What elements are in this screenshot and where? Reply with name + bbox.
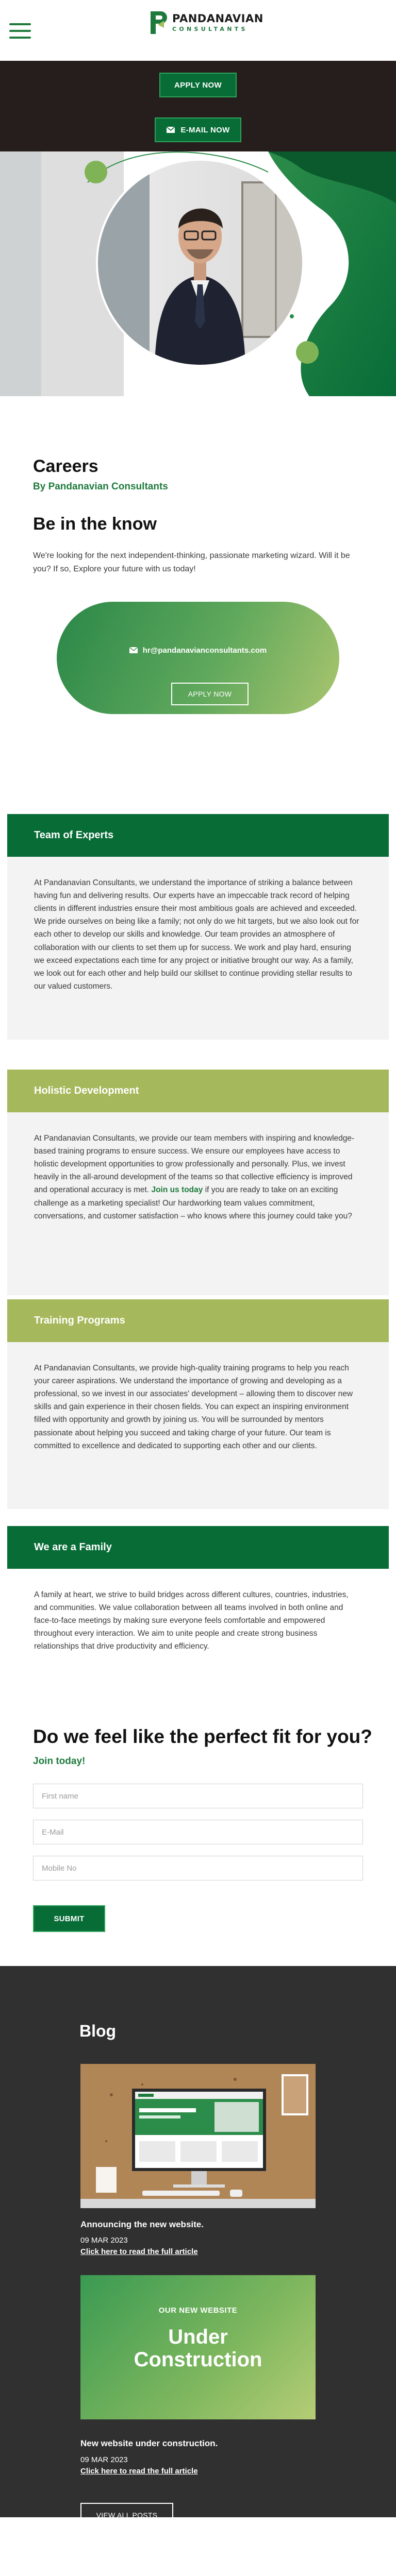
section-body-we-are-a-family [7,1569,389,1688]
banner-big-line-1: Under [168,2326,228,2348]
post-date: 09 MAR 2023 [80,2455,128,2464]
apply-now-button[interactable]: APPLY NOW [159,73,237,97]
post-date: 09 MAR 2023 [80,2236,128,2245]
contact-card [57,602,339,714]
post-image-announcing[interactable] [80,2064,316,2208]
section-paragraph: A family at heart, we strive to build bridges across different cultures, countries, industries, and communities. We value collaboration between all teams involved in both online and face-to-face meetings by making sure everyone feels comfortable and empowered throughout every interaction. We aim to unite people and create strong business relationships that drive productivity and efficiency. [34,1590,349,1651]
logo-subtitle: CONSULTANTS [172,26,248,32]
section-text-after: if you are ready to take on an exciting challenge as a marketing specialist! Our hardworking team values commitment, conversations, and customer satisfaction – who knows where this journey could take you? [34,1185,352,1221]
brand-logo[interactable] [147,9,263,36]
section-header-training-programs: Training Programs [7,1299,389,1342]
perfect-fit-heading: Do we feel like the perfect fit for you? [33,1726,372,1747]
contact-email-text: hr@pandanavianconsultants.com [142,646,267,655]
careers-title: Careers [33,456,98,476]
blog-title: Blog [79,2022,117,2040]
blog-section [0,1966,396,2517]
section-body-holistic-development [7,1112,389,1295]
section-header-holistic-development: Holistic Development [7,1070,389,1112]
section-text: At Pandanavian Consultants, we provide our team members with inspiring and knowledge-based training programs to ensure success. We ensure our employees have access to holistic development opportunities to grow professionally and personally. Plus, we invest heavily in the all-around development of the teams so that collective efficiency is improved and operational accuracy is met. [34,1134,355,1195]
banner-big-text [80,2326,316,2371]
email-input[interactable] [33,1820,363,1844]
email-now-label: E-MAIL NOW [180,125,230,134]
hero-banner [0,151,396,396]
section-body-team-of-experts [7,857,389,1040]
banner-small-text: OUR NEW WEBSITE [158,2306,238,2315]
mobile-input[interactable] [33,1856,363,1880]
hero-illustration [0,151,396,396]
be-in-the-know-heading: Be in the know [33,514,157,534]
first-name-input[interactable] [33,1784,363,1808]
submit-button[interactable]: SUBMIT [33,1905,105,1932]
hamburger-icon[interactable] [9,23,31,39]
section-paragraph [34,1132,362,1223]
contact-email[interactable] [57,646,339,655]
section-header-team-of-experts: Team of Experts [7,814,389,857]
logo-name: PANDANAVIAN [172,12,263,25]
section-paragraph: At Pandanavian Consultants, we provide high-quality training programs to help you reach your career aspirations. We understand the importance of growing and developing as a professional, so we invest in our associates' development – allowing them to discover new skills and gain experience in their chosen fields. You can expect an inspiring environment filled with opportunity and growth by joining us. You will be surrounded by mentors passionate about helping you succeed and taking charge of your future. Our team is committed to excellence and dedicated to supporting each other and our clients. [34,1364,353,1450]
post-image-under-construction[interactable] [80,2275,316,2419]
pill-apply-now-button[interactable]: APPLY NOW [171,683,249,705]
email-now-button[interactable] [155,117,241,142]
site-header [0,0,396,61]
section-header-we-are-a-family: We are a Family [7,1526,389,1569]
post-title[interactable]: New website under construction. [80,2438,218,2448]
cta-bar [0,61,396,151]
logo-mark-icon [147,9,168,36]
envelope-icon [129,647,138,653]
envelope-icon [166,126,175,133]
view-all-posts-button[interactable]: VIEW ALL POSTS [80,2503,173,2528]
read-article-link[interactable]: Click here to read the full article [80,2467,198,2476]
intro-paragraph: We're looking for the next independent-thinking, passionate marketing wizard. Will it be you? If so, Explore your future with us today! [33,551,350,573]
section-body-training-programs [7,1342,389,1509]
read-article-link[interactable]: Click here to read the full article [80,2247,198,2256]
careers-subtitle: By Pandanavian Consultants [33,481,168,492]
join-us-today-link[interactable]: Join us today [151,1185,203,1195]
banner-big-line-2: Construction [134,2348,262,2371]
join-today-subtitle: Join today! [33,1756,86,1767]
post-title[interactable]: Announcing the new website. [80,2219,204,2229]
section-paragraph: At Pandanavian Consultants, we understand the importance of striking a balance between having fun and delivering results. Our experts have an impeccable track record of helping clients in different industries ensure their most ambitious goals are achieved and exceeded. We pride ourselves on being like a family; not only do we hit targets, but we also look out for each other to develop our skills and knowledge. Our team provides an atmosphere of collaboration with our clients to set them up for success. We work and play hard, ensuring we exceed expectations each time for any project or initiative brought our way. As a family, we look out for each other and help build our skillset to continue providing stellar results to our valued customers. [34,878,359,991]
